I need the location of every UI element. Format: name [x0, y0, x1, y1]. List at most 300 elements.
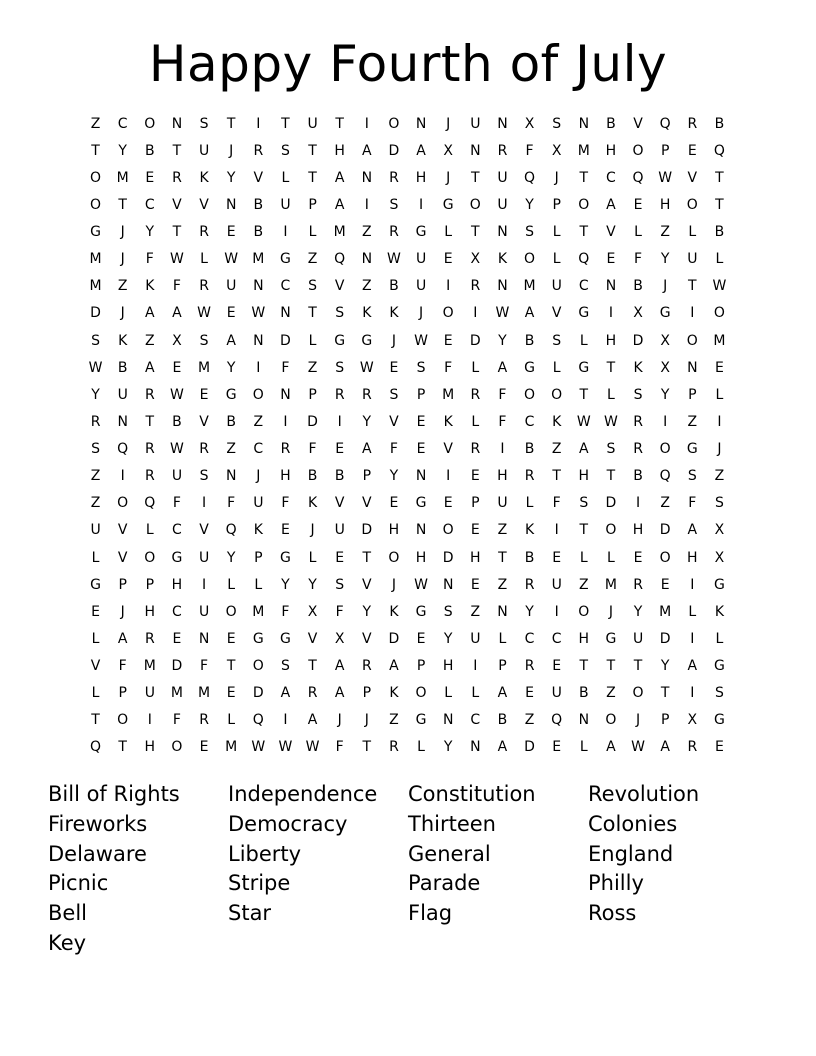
grid-letter: O: [442, 522, 454, 539]
grid-letter: V: [199, 196, 209, 213]
grid-letter: E: [552, 549, 562, 566]
grid-letter: O: [605, 522, 617, 539]
grid-letter: Z: [90, 115, 101, 132]
grid-letter: Y: [362, 413, 372, 430]
grid-letter: U: [470, 630, 481, 647]
grid-letter: X: [470, 251, 481, 268]
grid-letter: U: [632, 630, 644, 647]
grid-letter: U: [551, 576, 562, 593]
grid-letter: O: [524, 386, 536, 403]
grid-letter: O: [713, 305, 725, 322]
grid-letter: W: [359, 359, 374, 376]
grid-letter: O: [659, 441, 671, 458]
grid-letter: Y: [362, 603, 372, 620]
grid-letter: U: [470, 115, 481, 132]
grid-letter: N: [578, 115, 590, 132]
grid-letter: P: [362, 685, 372, 702]
grid-letter: T: [552, 468, 561, 485]
grid-letter: G: [415, 603, 427, 620]
grid-letter: J: [310, 522, 315, 539]
grid-letter: U: [497, 495, 508, 512]
grid-letter: G: [524, 359, 535, 376]
grid-letter: H: [578, 630, 590, 647]
grid-letter: U: [415, 278, 427, 295]
grid-letter: I: [446, 278, 451, 295]
grid-letter: J: [608, 603, 613, 620]
grid-letter: K: [145, 278, 155, 295]
word-bank-item: Delaware: [48, 841, 147, 866]
grid-letter: G: [415, 712, 427, 729]
grid-letter: W: [604, 413, 618, 430]
grid-letter: W: [414, 332, 428, 349]
grid-letter: X: [714, 549, 725, 566]
grid-letter: R: [361, 386, 372, 403]
grid-letter: Q: [524, 169, 536, 186]
grid-letter: E: [660, 576, 670, 593]
grid-letter: I: [283, 224, 288, 241]
grid-letter: U: [497, 196, 508, 213]
grid-letter: R: [334, 386, 345, 403]
grid-letter: N: [687, 359, 698, 376]
grid-letter: W: [495, 305, 510, 322]
grid-letter: R: [280, 441, 291, 458]
grid-letter: H: [632, 522, 644, 539]
grid-letter: P: [688, 386, 697, 403]
grid-letter: B: [145, 142, 155, 159]
grid-letter: A: [416, 142, 426, 159]
grid-letter: H: [605, 332, 617, 349]
grid-letter: P: [416, 386, 426, 403]
grid-letter: N: [117, 413, 128, 430]
grid-letter: A: [362, 142, 372, 159]
word-bank-item: Independence: [228, 782, 378, 806]
grid-letter: X: [307, 603, 318, 620]
grid-letter: V: [172, 196, 182, 213]
grid-letter: R: [144, 630, 155, 647]
grid-letter: G: [252, 630, 264, 647]
grid-letter: I: [283, 413, 288, 430]
grid-letter: S: [199, 115, 209, 132]
grid-letter: K: [389, 305, 399, 322]
grid-letter: R: [144, 386, 155, 403]
grid-letter: U: [551, 685, 562, 702]
grid-letter: L: [579, 739, 588, 756]
grid-letter: Z: [579, 576, 589, 593]
grid-letter: O: [144, 549, 156, 566]
grid-letter: U: [144, 685, 155, 702]
grid-letter: F: [688, 495, 697, 512]
grid-letter: Y: [525, 603, 534, 620]
grid-letter: G: [280, 251, 291, 268]
grid-letter: H: [171, 576, 183, 593]
grid-letter: T: [606, 359, 616, 376]
grid-letter: S: [91, 332, 100, 349]
grid-letter: R: [199, 278, 209, 295]
grid-letter: B: [307, 468, 318, 485]
grid-letter: D: [361, 522, 373, 539]
grid-letter: T: [579, 169, 589, 186]
grid-letter: B: [117, 359, 128, 376]
grid-letter: D: [280, 332, 291, 349]
grid-letter: G: [90, 224, 101, 241]
grid-letter: M: [523, 278, 536, 295]
grid-letter: W: [305, 739, 320, 756]
grid-letter: B: [172, 413, 182, 430]
grid-letter: M: [659, 603, 672, 620]
grid-letter: T: [226, 115, 236, 132]
grid-letter: D: [90, 305, 101, 322]
grid-letter: K: [307, 495, 318, 512]
grid-letter: F: [227, 495, 236, 512]
grid-letter: W: [251, 739, 266, 756]
grid-letter: H: [144, 603, 156, 620]
word-bank-item: Ross: [588, 901, 637, 926]
grid-letter: P: [498, 658, 507, 675]
grid-letter: J: [364, 712, 369, 729]
grid-letter: A: [334, 169, 345, 186]
grid-letter: J: [229, 142, 234, 159]
grid-letter: U: [497, 169, 508, 186]
grid-letter: X: [334, 630, 345, 647]
grid-letter: L: [715, 251, 724, 268]
grid-letter: Y: [226, 169, 236, 186]
grid-letter: L: [607, 386, 615, 403]
grid-letter: C: [144, 196, 155, 213]
grid-letter: Z: [551, 441, 562, 458]
grid-letter: R: [199, 224, 209, 241]
grid-letter: Z: [307, 251, 318, 268]
grid-letter: R: [470, 278, 481, 295]
grid-letter: Q: [659, 115, 671, 132]
grid-letter: T: [118, 196, 127, 213]
grid-letter: Z: [362, 278, 372, 295]
grid-letter: O: [659, 549, 671, 566]
grid-letter: Z: [226, 441, 236, 458]
grid-letter: N: [225, 468, 237, 485]
grid-letter: L: [145, 522, 154, 539]
grid-letter: B: [606, 115, 616, 132]
grid-letter: E: [226, 685, 236, 702]
grid-letter: Q: [252, 712, 264, 729]
grid-letter: O: [578, 603, 590, 620]
grid-letter: F: [498, 413, 507, 430]
grid-letter: M: [604, 576, 617, 593]
grid-letter: V: [443, 441, 453, 458]
grid-letter: V: [362, 576, 372, 593]
grid-letter: R: [307, 685, 318, 702]
grid-letter: S: [335, 359, 345, 376]
grid-letter: D: [307, 413, 318, 430]
grid-letter: E: [470, 468, 480, 485]
grid-letter: Y: [660, 251, 670, 268]
grid-letter: Y: [498, 332, 507, 349]
grid-letter: Q: [713, 142, 725, 159]
grid-letter: D: [659, 522, 671, 539]
grid-letter: T: [498, 549, 507, 566]
grid-letter: S: [525, 224, 534, 241]
grid-letter: L: [525, 495, 534, 512]
grid-letter: P: [308, 196, 317, 213]
grid-letter: H: [470, 549, 481, 566]
grid-letter: O: [144, 115, 156, 132]
grid-letter: W: [414, 576, 428, 593]
page-title: Happy Fourth of July: [148, 35, 668, 93]
grid-letter: P: [254, 549, 263, 566]
grid-letter: M: [252, 251, 265, 268]
grid-letter: E: [281, 522, 290, 539]
grid-letter: H: [334, 142, 345, 159]
grid-letter: T: [308, 305, 317, 322]
grid-letter: W: [170, 441, 184, 458]
grid-letter: Q: [90, 739, 102, 756]
grid-letter: X: [443, 142, 453, 159]
grid-letter: S: [280, 142, 290, 159]
grid-letter: H: [280, 468, 291, 485]
grid-letter: E: [335, 549, 345, 566]
word-bank-item: Stripe: [228, 871, 291, 896]
grid-letter: P: [416, 658, 426, 675]
grid-letter: L: [688, 224, 697, 241]
grid-letter: K: [443, 413, 453, 430]
grid-letter: I: [473, 305, 478, 322]
grid-letter: O: [415, 685, 427, 702]
grid-letter: A: [117, 630, 128, 647]
grid-letter: I: [364, 196, 369, 213]
grid-letter: A: [334, 196, 345, 213]
grid-letter: R: [497, 142, 508, 159]
grid-letter: T: [606, 658, 616, 675]
grid-letter: M: [252, 603, 265, 620]
grid-letter: M: [225, 739, 238, 756]
grid-letter: Y: [281, 576, 290, 593]
grid-letter: O: [605, 712, 617, 729]
grid-letter: X: [633, 305, 643, 322]
grid-letter: V: [117, 549, 128, 566]
grid-letter: L: [254, 576, 263, 593]
grid-letter: R: [389, 739, 399, 756]
word-bank: [48, 780, 768, 959]
grid-letter: T: [308, 658, 317, 675]
grid-letter: W: [88, 359, 103, 376]
grid-letter: A: [334, 685, 345, 702]
grid-letter: W: [251, 305, 266, 322]
grid-letter: E: [91, 603, 100, 620]
grid-letter: L: [91, 549, 100, 566]
grid-letter: F: [172, 712, 181, 729]
grid-letter: Q: [578, 251, 590, 268]
grid-letter: G: [714, 712, 725, 729]
grid-letter: P: [118, 576, 127, 593]
grid-letter: Z: [253, 413, 264, 430]
grid-letter: Z: [90, 495, 101, 512]
grid-letter: G: [686, 441, 698, 458]
grid-letter: T: [281, 115, 290, 132]
grid-letter: U: [117, 386, 128, 403]
grid-letter: G: [415, 224, 427, 241]
grid-letter: B: [389, 278, 399, 295]
grid-letter: Z: [389, 712, 399, 729]
word-bank-item: Colonies: [588, 811, 678, 836]
grid-letter: T: [308, 142, 317, 159]
grid-letter: X: [551, 142, 562, 159]
grid-letter: T: [172, 142, 182, 159]
grid-letter: G: [361, 332, 373, 349]
grid-letter: Y: [91, 386, 100, 403]
grid-letter: Q: [659, 468, 671, 485]
grid-letter: A: [497, 359, 508, 376]
grid-letter: O: [252, 658, 264, 675]
grid-letter: B: [714, 115, 725, 132]
word-bank-item: Star: [228, 901, 272, 926]
grid-letter: J: [337, 712, 342, 729]
grid-letter: D: [469, 332, 481, 349]
grid-letter: R: [90, 413, 101, 430]
grid-letter: V: [199, 522, 209, 539]
grid-letter: S: [308, 278, 317, 295]
grid-letter: F: [335, 603, 344, 620]
grid-letter: F: [281, 603, 290, 620]
grid-letter: W: [712, 278, 727, 295]
grid-letter: O: [90, 169, 102, 186]
grid-letter: I: [554, 522, 559, 539]
grid-letter: H: [442, 658, 454, 675]
grid-letter: B: [334, 468, 345, 485]
grid-letter: M: [198, 685, 211, 702]
grid-letter: T: [362, 549, 372, 566]
grid-letter: N: [280, 305, 291, 322]
grid-letter: E: [715, 739, 724, 756]
grid-letter: I: [147, 712, 152, 729]
grid-letter: I: [717, 413, 722, 430]
grid-letter: T: [362, 739, 372, 756]
grid-letter: E: [145, 169, 155, 186]
grid-letter: V: [389, 413, 399, 430]
grid-letter: A: [660, 739, 670, 756]
grid-letter: H: [388, 522, 400, 539]
grid-letter: Z: [606, 685, 616, 702]
grid-letter: K: [389, 685, 399, 702]
grid-letter: X: [714, 522, 725, 539]
grid-letter: F: [172, 495, 181, 512]
grid-letter: L: [281, 169, 290, 186]
word-bank-item: Liberty: [228, 841, 302, 866]
grid-letter: T: [335, 115, 344, 132]
grid-letter: N: [415, 115, 427, 132]
grid-letter: A: [145, 359, 155, 376]
grid-letter: O: [225, 603, 237, 620]
grid-letter: W: [170, 251, 184, 268]
grid-letter: Y: [118, 142, 127, 159]
grid-letter: I: [283, 712, 288, 729]
grid-letter: E: [416, 413, 426, 430]
grid-letter: P: [145, 576, 155, 593]
grid-letter: I: [201, 576, 207, 593]
grid-letter: E: [552, 658, 562, 675]
grid-letter: I: [256, 359, 261, 376]
grid-letter: F: [118, 658, 127, 675]
grid-letter: M: [577, 142, 590, 159]
grid-letter: Y: [226, 359, 236, 376]
grid-letter: B: [714, 224, 725, 241]
grid-letter: L: [444, 224, 453, 241]
grid-letter: E: [470, 522, 480, 539]
word-bank-item: Fireworks: [48, 811, 148, 836]
grid-letter: J: [418, 305, 424, 322]
grid-letter: T: [715, 196, 724, 213]
grid-letter: A: [606, 739, 616, 756]
grid-letter: L: [308, 549, 317, 566]
grid-letter: K: [362, 305, 372, 322]
grid-letter: J: [446, 115, 451, 132]
grid-letter: P: [471, 495, 480, 512]
grid-letter: O: [686, 332, 698, 349]
grid-letter: S: [579, 495, 589, 512]
grid-letter: F: [308, 441, 317, 458]
grid-letter: L: [308, 224, 317, 241]
grid-letter: K: [497, 251, 508, 268]
grid-letter: F: [281, 495, 290, 512]
grid-letter: K: [389, 603, 399, 620]
grid-letter: W: [387, 251, 401, 268]
grid-letter: F: [172, 278, 181, 295]
grid-letter: U: [687, 251, 698, 268]
grid-letter: N: [497, 224, 508, 241]
grid-letter: J: [120, 224, 125, 241]
grid-letter: F: [444, 359, 453, 376]
grid-letter: E: [606, 251, 616, 268]
grid-letter: R: [144, 468, 155, 485]
grid-letter: E: [443, 251, 453, 268]
grid-letter: I: [337, 413, 342, 430]
grid-letter: W: [658, 169, 673, 186]
grid-letter: S: [199, 332, 209, 349]
grid-letter: Z: [362, 224, 372, 241]
grid-letter: V: [334, 278, 345, 295]
grid-letter: Y: [443, 630, 453, 647]
grid-letter: E: [389, 359, 399, 376]
grid-letter: I: [608, 305, 613, 322]
grid-letter: R: [199, 441, 209, 458]
grid-letter: Q: [551, 712, 563, 729]
grid-letter: R: [633, 413, 643, 430]
word-bank-item: Constitution: [408, 782, 536, 806]
grid-letter: L: [227, 576, 236, 593]
grid-letter: L: [91, 630, 100, 647]
grid-letter: N: [415, 522, 427, 539]
grid-letter: V: [199, 413, 209, 430]
grid-letter: U: [171, 468, 183, 485]
grid-letter: O: [252, 386, 264, 403]
grid-letter: N: [470, 142, 481, 159]
grid-letter: E: [416, 441, 426, 458]
grid-letter: Y: [145, 224, 155, 241]
grid-letter: G: [714, 576, 725, 593]
grid-letter: J: [717, 441, 722, 458]
grid-letter: J: [554, 169, 559, 186]
grid-letter: I: [690, 630, 695, 647]
grid-letter: R: [199, 712, 209, 729]
grid-letter: M: [170, 685, 183, 702]
grid-letter: G: [578, 305, 590, 322]
grid-letter: O: [117, 495, 129, 512]
grid-letter: A: [687, 522, 698, 539]
grid-letter: Q: [144, 495, 156, 512]
grid-letter: D: [252, 685, 264, 702]
grid-letter: V: [633, 115, 643, 132]
grid-letter: D: [388, 142, 400, 159]
grid-letter: Z: [90, 468, 101, 485]
grid-letter: T: [118, 739, 127, 756]
